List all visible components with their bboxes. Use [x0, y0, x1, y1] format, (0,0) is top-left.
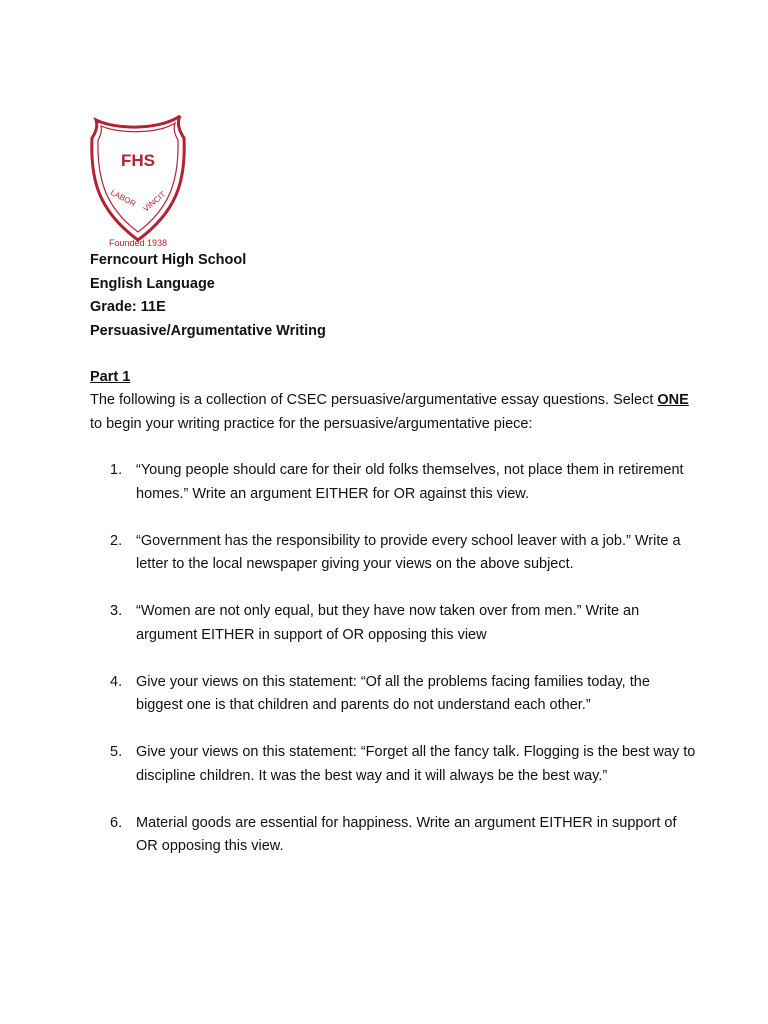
question-item	[90, 741, 700, 788]
question-text: “Government has the responsibility to provide every school leaver with a job.” Write a letter to the local newspaper giving your views on the above subject.	[136, 532, 681, 572]
crest-shield-outline	[92, 116, 184, 240]
part-title: Part 1	[90, 369, 131, 385]
question-item	[90, 459, 700, 506]
question-text: Material goods are essential for happiness. Write an argument EITHER in support of OR opposing this view.	[136, 814, 677, 854]
question-text: Give your views on this statement: “Forget all the fancy talk. Flogging is the best way to discipline children. It was the best way and it will always be the best way.”	[136, 744, 696, 784]
question-item	[90, 812, 700, 859]
intro-emphasis: ONE	[657, 392, 689, 408]
question-number: 3.	[110, 603, 123, 619]
school-crest-logo	[88, 112, 188, 250]
question-number: 4.	[110, 673, 123, 690]
crest-founded: Founded 1938	[108, 238, 168, 248]
document-header	[90, 249, 326, 343]
question-text: “Women are not only equal, but they have now taken over from men.” Write an argument EITHER in support of OR opposing this view	[136, 603, 640, 643]
question-item	[90, 530, 700, 577]
crest-motto-left: LABOR	[109, 187, 138, 209]
intro-after: to begin your writing practice for the persuasive/argumentative piece:	[90, 415, 533, 432]
topic-title: Persuasive/Argumentative Writing	[90, 322, 326, 339]
crest-motto-right: VINCIT	[141, 189, 168, 214]
question-number: 5.	[110, 744, 123, 760]
question-item	[90, 600, 700, 647]
question-number: 6.	[110, 814, 123, 831]
grade-label: Grade: 11E	[90, 299, 166, 315]
question-text: Give your views on this statement: “Of all the problems facing families today, the biggest one is that children and parents do not understand each other.”	[136, 673, 650, 713]
school-name: Ferncourt High School	[90, 252, 247, 268]
question-number: 1.	[110, 462, 123, 478]
crest-initials: FHS	[121, 151, 155, 170]
question-text: “Young people should care for their old folks themselves, not place them in retirement homes.” Write an argument EITHER for OR against this view.	[136, 462, 684, 502]
question-list	[90, 459, 700, 882]
intro-before: The following is a collection of CSEC persuasive/argumentative essay questions. Select	[90, 392, 658, 408]
question-number: 2.	[110, 532, 123, 549]
subject-name: English Language	[90, 275, 215, 292]
question-item	[90, 671, 700, 718]
part-intro	[90, 389, 690, 436]
